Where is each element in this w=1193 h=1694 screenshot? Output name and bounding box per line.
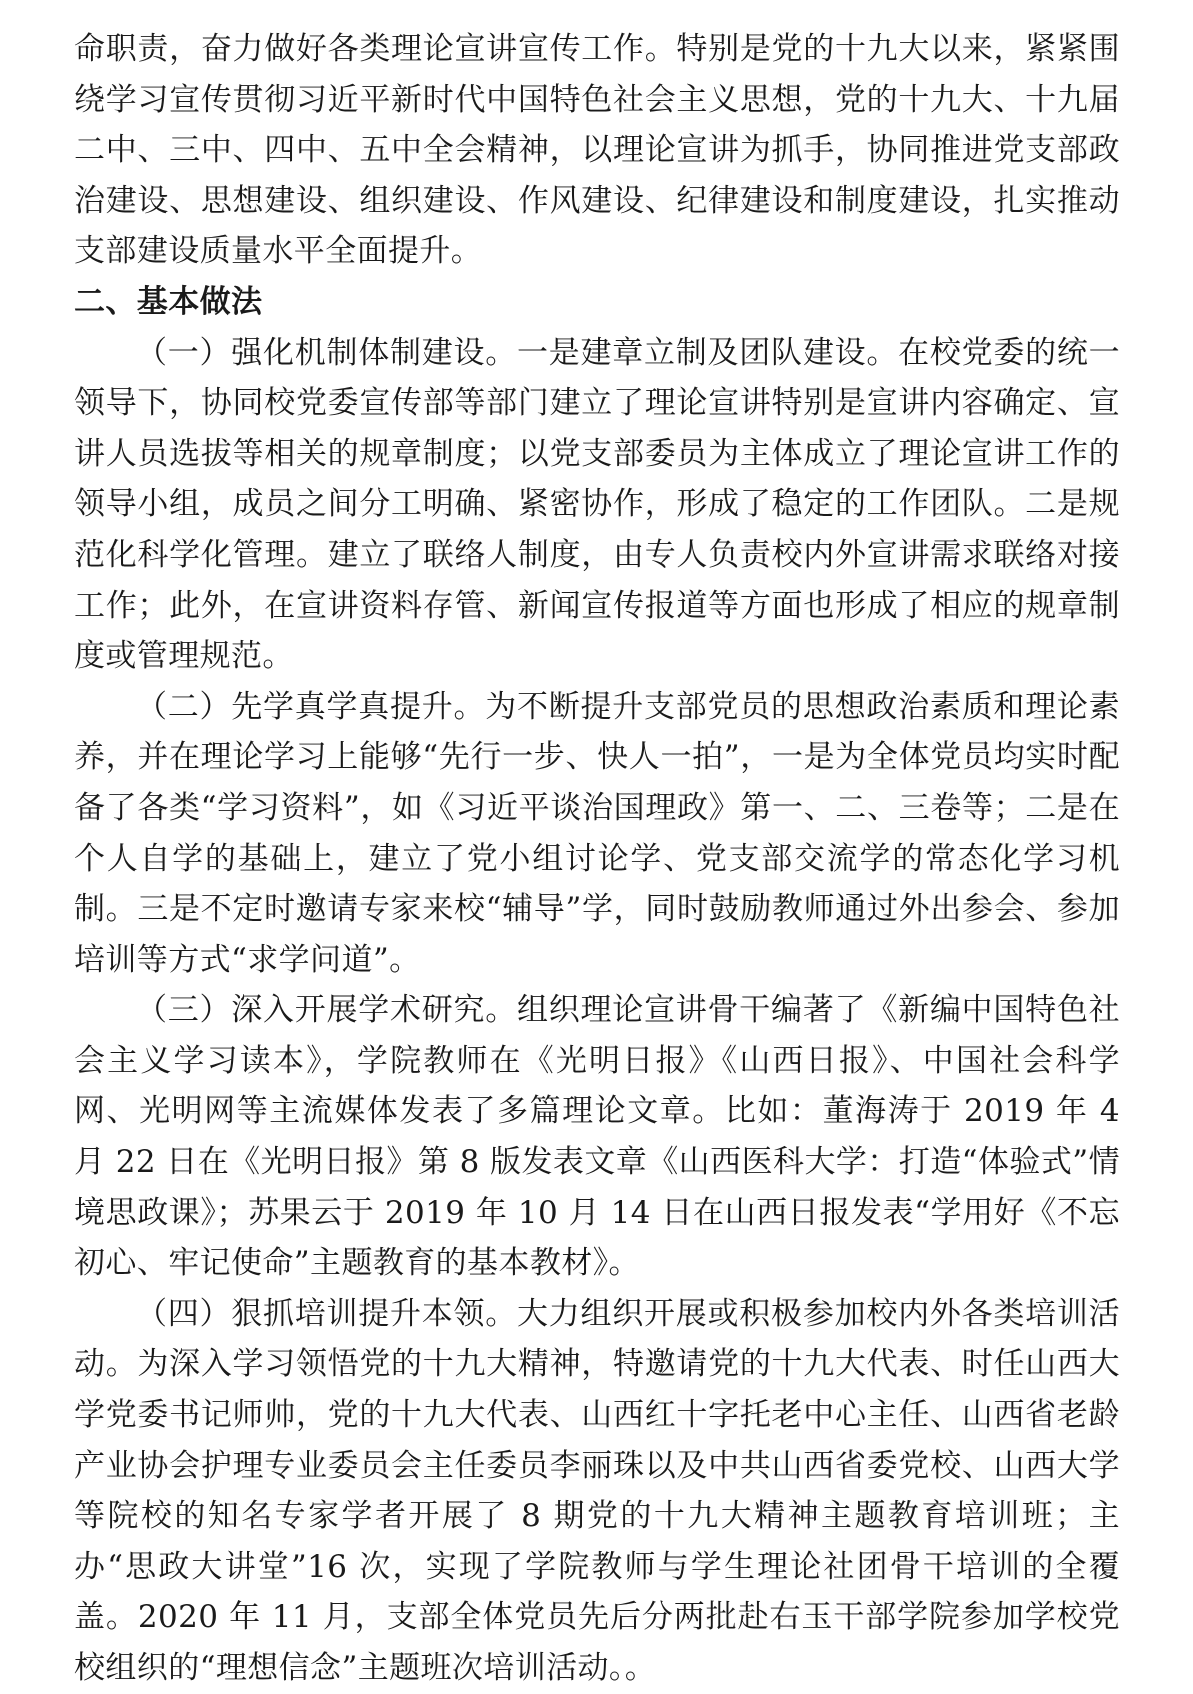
paragraph-mechanism: （一）强化机制体制建设。一是建章立制及团队建设。在校党委的统一领导下，协同校党委宣传部等部门建立了理论宣讲特别是宣讲内容确定、宣讲人员选拔等相关的规章制度；以党支部委员为主体成立了理论宣讲工作的领导小组，成员之间分工明确、紧密协作，形成了稳定的工作团队。二是规范化科学化管理。建立了联络人制度，由专人负责校内外宣讲需求联络对接工作；此外，在宣讲资料存管、新闻宣传报道等方面也形成了相应的规章制度或管理规范。 — [74, 334, 1120, 675]
paragraph-research: （三）深入开展学术研究。组织理论宣讲骨干编著了《新编中国特色社会主义学习读本》，学院教师在《光明日报》《山西日报》、中国社会科学网、光明网等主流媒体发表了多篇理论文章。比如：董海涛于 2019 年 4 月 22 日在《光明日报》第 8 版发表文章《山西医科大学：打造“体验式”情境思政课》；苏果云于 2019 年 10 月 14 日在山西日报发表“学用好《不忘初心、牢记使命”主题教育的基本教材》。 — [74, 992, 1120, 1282]
section-heading: 二、基本做法 — [74, 283, 263, 320]
paragraph-training: （四）狠抓培训提升本领。大力组织开展或积极参加校内外各类培训活动。为深入学习领悟党的十九大精神，特邀请党的十九大代表、时任山西大学党委书记师帅，党的十九大代表、山西红十字托老中心主任、山西省老龄产业协会护理专业委员会主任委员李丽珠以及中共山西省委党校、山西大学等院校的知名专家学者开展了 8 期党的十九大精神主题教育培训班；主办“思政大讲堂”16 次，实现了学院教师与学生理论社团骨干培训的全覆盖。2020 年 11 月，支部全体党员先后分两批赴右玉干部学院参加学校党校组织的“理想信念”主题班次培训活动。。 — [74, 1295, 1120, 1686]
paragraph-study: （二）先学真学真提升。为不断提升支部党员的思想政治素质和理论素养，并在理论学习上能够“先行一步、快人一拍”，一是为全体党员均实时配备了各类“学习资料”，如《习近平谈治国理政》第一、二、三卷等；二是在个人自学的基础上，建立了党小组讨论学、党支部交流学的常态化学习机制。三是不定时邀请专家来校“辅导”学，同时鼓励教师通过外出参会、参加培训等方式“求学问道”。 — [74, 688, 1120, 978]
intro-paragraph: 命职责，奋力做好各类理论宣讲宣传工作。特别是党的十九大以来，紧紧围绕学习宣传贯彻习近平新时代中国特色社会主义思想，党的十九大、十九届二中、三中、四中、五中全会精神，以理论宣讲为抓手，协同推进党支部政治建设、思想建设、组织建设、作风建设、纪律建设和制度建设，扎实推动支部建设质量水平全面提升。 — [74, 31, 1120, 270]
document-body — [74, 24, 1120, 1694]
